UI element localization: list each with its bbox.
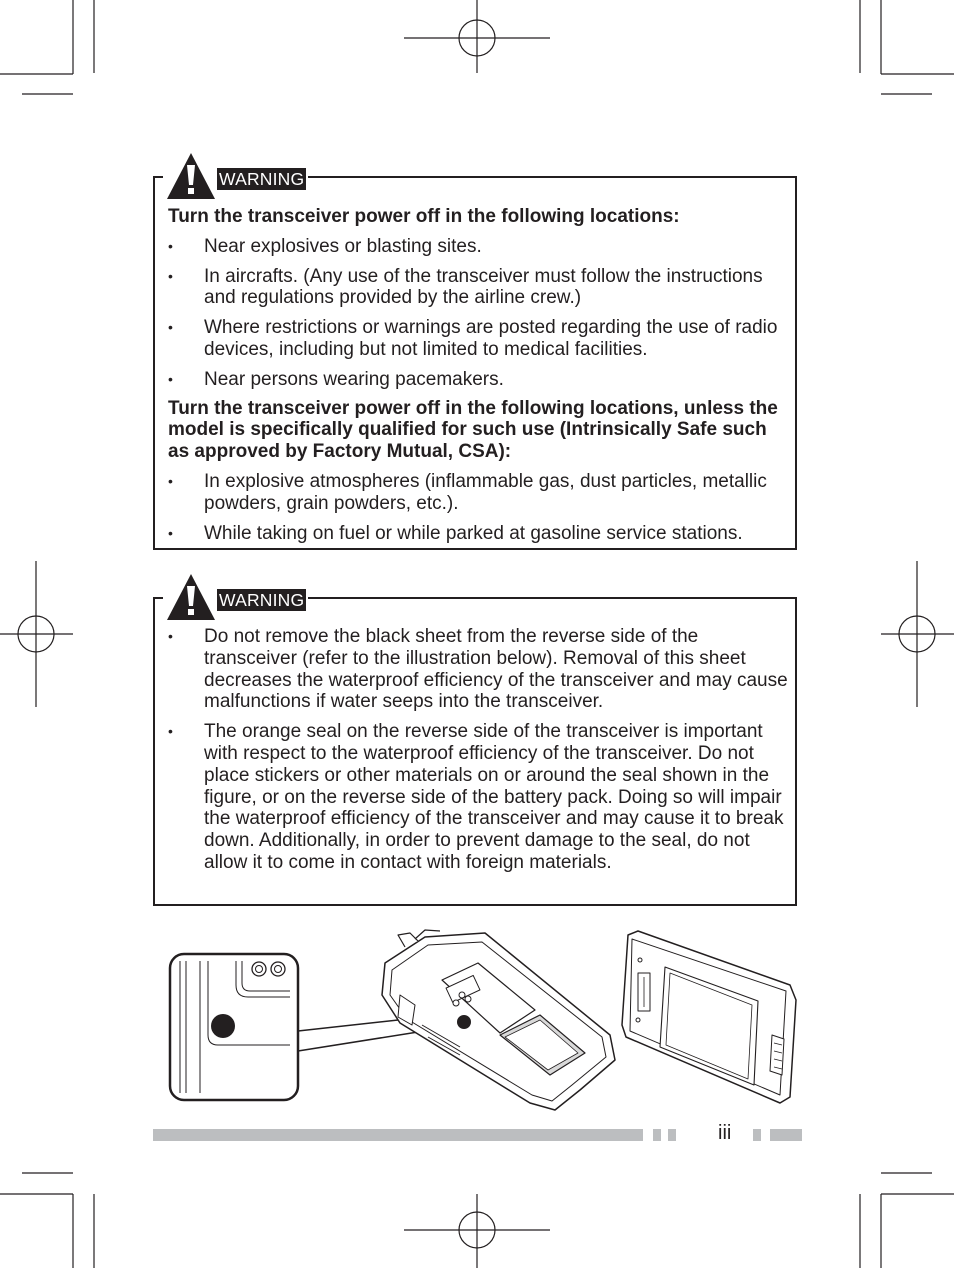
bullet-icon: • (168, 237, 173, 254)
bullet-icon: • (168, 370, 173, 387)
list-item: • Near explosives or blasting sites. (168, 235, 482, 257)
footer-bar-block (770, 1129, 802, 1141)
bullet-icon: • (168, 267, 173, 284)
footer-bar-block (653, 1129, 661, 1141)
footer-bar-long (153, 1129, 643, 1141)
bullet-icon: • (168, 723, 173, 740)
list-item: • In explosive atmospheres (inflammable gas, dust particles, metallic powders, grain powders, etc.). (168, 470, 767, 514)
list-item: • Near persons wearing pacemakers. (168, 368, 504, 390)
warning-label: WARNING (219, 590, 305, 610)
warning-label: WARNING (219, 169, 305, 189)
list-item: • In aircrafts. (Any use of the transceiver must follow the instructions and regulations provided by the airline crew.) (168, 265, 763, 309)
list-item: • Where restrictions or warnings are posted regarding the use of radio devices, including but not limited to medical facilities. (168, 317, 778, 360)
section-heading: Turn the transceiver power off in the following locations: (168, 206, 680, 227)
list-item: • The orange seal on the reverse side of the transceiver is important with respect to the waterproof efficiency of the transceiver. Do not place stickers or other materials on or around the seal shown in the figure, or on the reverse side of the battery pack. Doing so will impair the waterproof efficiency of the transceiver and may cause it to break down. Additionally, in order to prevent damage to the seal, do not allow it to come in contact with foreign materials. (168, 721, 784, 873)
list-item: • While taking on fuel or while parked at gasoline service stations. (168, 522, 743, 544)
bullet-icon: • (168, 319, 173, 336)
list-item: • Do not remove the black sheet from the reverse side of the transceiver (refer to the illustration below). Removal of this sheet decreases the waterproof efficiency of the transceiver and may cause malfunctions if water seeps into the transceiver. (168, 626, 788, 713)
bullet-icon: • (168, 628, 173, 644)
section-heading: Turn the transceiver power off in the following locations, unless the model is specifically qualified for such use (Intrinsically Safe such as approved by Factory Mutual, CSA): (168, 397, 778, 463)
page-number: iii (718, 1122, 732, 1144)
footer-bar-block (668, 1129, 676, 1141)
bullet-icon: • (168, 472, 173, 489)
bullet-icon: • (168, 524, 173, 541)
footer-bar-block (753, 1129, 761, 1141)
